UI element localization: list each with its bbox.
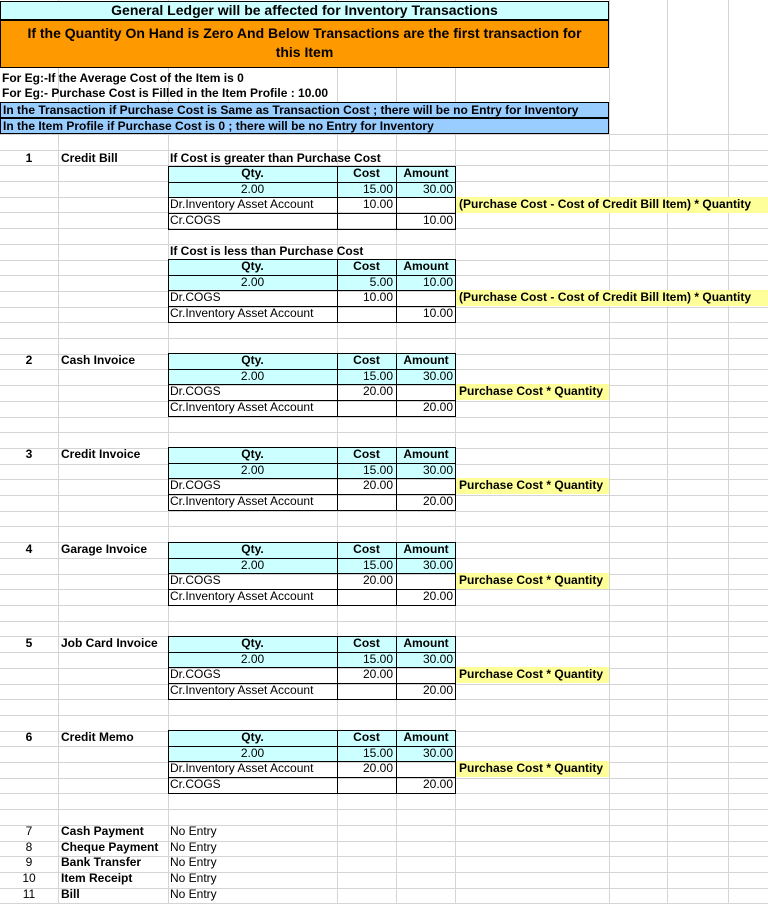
formula-note: Purchase Cost * Quantity — [456, 573, 609, 589]
formula-note: Purchase Cost * Quantity — [456, 384, 609, 400]
credit-amount: 10.00 — [422, 306, 453, 320]
entry-status: No Entry — [170, 887, 217, 901]
cost-header: Cost — [353, 353, 380, 367]
subtitle-line2: this Item — [275, 44, 334, 60]
credit-account: Cr.Inventory Asset Account — [170, 306, 314, 320]
debit-cost: 20.00 — [362, 384, 393, 398]
credit-account: Cr.Inventory Asset Account — [170, 400, 314, 414]
qty-value: 2.00 — [240, 463, 265, 477]
note-row: In the Transaction if Purchase Cost is Same as Transaction Cost ; there will be no Entry for Inventory — [0, 102, 609, 118]
transaction-name: Cash Payment — [61, 824, 144, 838]
amount-header: Amount — [403, 353, 449, 367]
cost-header: Cost — [353, 542, 380, 556]
qty-value: 2.00 — [240, 558, 265, 572]
case-title: If Cost is greater than Purchase Cost — [170, 151, 381, 165]
sheet-subtitle — [0, 20, 609, 68]
section-number: 6 — [25, 730, 33, 744]
section-name: Cash Invoice — [61, 353, 136, 367]
credit-amount: 20.00 — [422, 589, 453, 603]
row-number: 10 — [22, 871, 36, 885]
formula-note: (Purchase Cost - Cost of Credit Bill Item) * Quantity — [456, 197, 768, 213]
transaction-name: Item Receipt — [61, 871, 133, 885]
section-number: 3 — [25, 447, 33, 461]
qty-value: 2.00 — [240, 275, 265, 289]
debit-account: Dr.COGS — [170, 573, 221, 587]
debit-account: Dr.Inventory Asset Account — [170, 197, 314, 211]
credit-amount: 20.00 — [422, 400, 453, 414]
credit-amount: 20.00 — [422, 683, 453, 697]
section-name: Credit Memo — [61, 730, 134, 744]
amount-value: 30.00 — [422, 652, 453, 666]
credit-account: Cr.Inventory Asset Account — [170, 683, 314, 697]
amount-header: Amount — [403, 447, 449, 461]
qty-value: 2.00 — [240, 652, 265, 666]
row-number: 11 — [22, 887, 36, 901]
cost-value: 15.00 — [362, 746, 393, 760]
credit-account: Cr.Inventory Asset Account — [170, 589, 314, 603]
amount-value: 30.00 — [422, 182, 453, 196]
section-number: 2 — [25, 353, 33, 367]
credit-amount: 20.00 — [422, 494, 453, 508]
entry-status: No Entry — [170, 824, 217, 838]
section-name: Garage Invoice — [61, 542, 148, 556]
formula-note: Purchase Cost * Quantity — [456, 667, 609, 683]
formula-note: Purchase Cost * Quantity — [456, 478, 609, 494]
qty-value: 2.00 — [240, 746, 265, 760]
debit-account: Dr.COGS — [170, 478, 221, 492]
qty-header: Qty. — [241, 447, 264, 461]
amount-header: Amount — [403, 730, 449, 744]
transaction-name: Cheque Payment — [61, 840, 159, 854]
formula-note: Purchase Cost * Quantity — [456, 761, 609, 777]
cost-value: 15.00 — [362, 558, 393, 572]
credit-amount: 10.00 — [422, 213, 453, 227]
row-number: 9 — [25, 855, 33, 869]
qty-header: Qty. — [241, 166, 264, 180]
subtitle-line1: If the Quantity On Hand is Zero And Below Transactions are the first transaction for — [27, 25, 582, 41]
case-title: If Cost is less than Purchase Cost — [170, 244, 364, 258]
debit-cost: 10.00 — [362, 290, 393, 304]
qty-header: Qty. — [241, 259, 264, 273]
debit-account: Dr.Inventory Asset Account — [170, 761, 314, 775]
entry-status: No Entry — [170, 840, 217, 854]
debit-cost: 20.00 — [362, 761, 393, 775]
amount-value: 30.00 — [422, 463, 453, 477]
section-name: Credit Invoice — [61, 447, 141, 461]
example-line: For Eg:-If the Average Cost of the Item is 0 — [2, 71, 244, 85]
row-number: 8 — [25, 840, 33, 854]
transaction-name: Bill — [61, 887, 80, 901]
debit-cost: 10.00 — [362, 197, 393, 211]
cost-header: Cost — [353, 259, 380, 273]
amount-value: 30.00 — [422, 369, 453, 383]
cost-header: Cost — [353, 447, 380, 461]
credit-account: Cr.COGS — [170, 213, 221, 227]
amount-header: Amount — [403, 259, 449, 273]
section-name: Credit Bill — [61, 151, 118, 165]
amount-header: Amount — [403, 166, 449, 180]
qty-header: Qty. — [241, 730, 264, 744]
amount-value: 30.00 — [422, 746, 453, 760]
amount-header: Amount — [403, 636, 449, 650]
debit-account: Dr.COGS — [170, 384, 221, 398]
cost-value: 15.00 — [362, 182, 393, 196]
qty-header: Qty. — [241, 353, 264, 367]
debit-cost: 20.00 — [362, 667, 393, 681]
amount-value: 30.00 — [422, 558, 453, 572]
cost-header: Cost — [353, 730, 380, 744]
credit-account: Cr.COGS — [170, 777, 221, 791]
amount-header: Amount — [403, 542, 449, 556]
debit-account: Dr.COGS — [170, 667, 221, 681]
entry-status: No Entry — [170, 855, 217, 869]
cost-value: 15.00 — [362, 369, 393, 383]
entry-status: No Entry — [170, 871, 217, 885]
amount-value: 10.00 — [422, 275, 453, 289]
qty-value: 2.00 — [240, 182, 265, 196]
cost-value: 5.00 — [369, 275, 393, 289]
note-row: In the Item Profile if Purchase Cost is 0 ; there will be no Entry for Inventory — [0, 118, 609, 134]
section-number: 1 — [25, 151, 33, 165]
cost-value: 15.00 — [362, 652, 393, 666]
credit-account: Cr.Inventory Asset Account — [170, 494, 314, 508]
sheet-title: General Ledger will be affected for Inventory Transactions — [0, 1, 609, 20]
qty-header: Qty. — [241, 636, 264, 650]
cost-header: Cost — [353, 166, 380, 180]
debit-cost: 20.00 — [362, 478, 393, 492]
example-line: For Eg:- Purchase Cost is Filled in the Item Profile : 10.00 — [2, 86, 329, 100]
section-number: 5 — [25, 636, 33, 650]
qty-value: 2.00 — [240, 369, 265, 383]
formula-note: (Purchase Cost - Cost of Credit Bill Item) * Quantity — [456, 290, 768, 306]
debit-cost: 20.00 — [362, 573, 393, 587]
transaction-name: Bank Transfer — [61, 855, 142, 869]
row-number: 7 — [25, 824, 33, 838]
credit-amount: 20.00 — [422, 777, 453, 791]
qty-header: Qty. — [241, 542, 264, 556]
debit-account: Dr.COGS — [170, 290, 221, 304]
section-name: Job Card Invoice — [61, 636, 158, 650]
cost-value: 15.00 — [362, 463, 393, 477]
section-number: 4 — [25, 542, 33, 556]
cost-header: Cost — [353, 636, 380, 650]
